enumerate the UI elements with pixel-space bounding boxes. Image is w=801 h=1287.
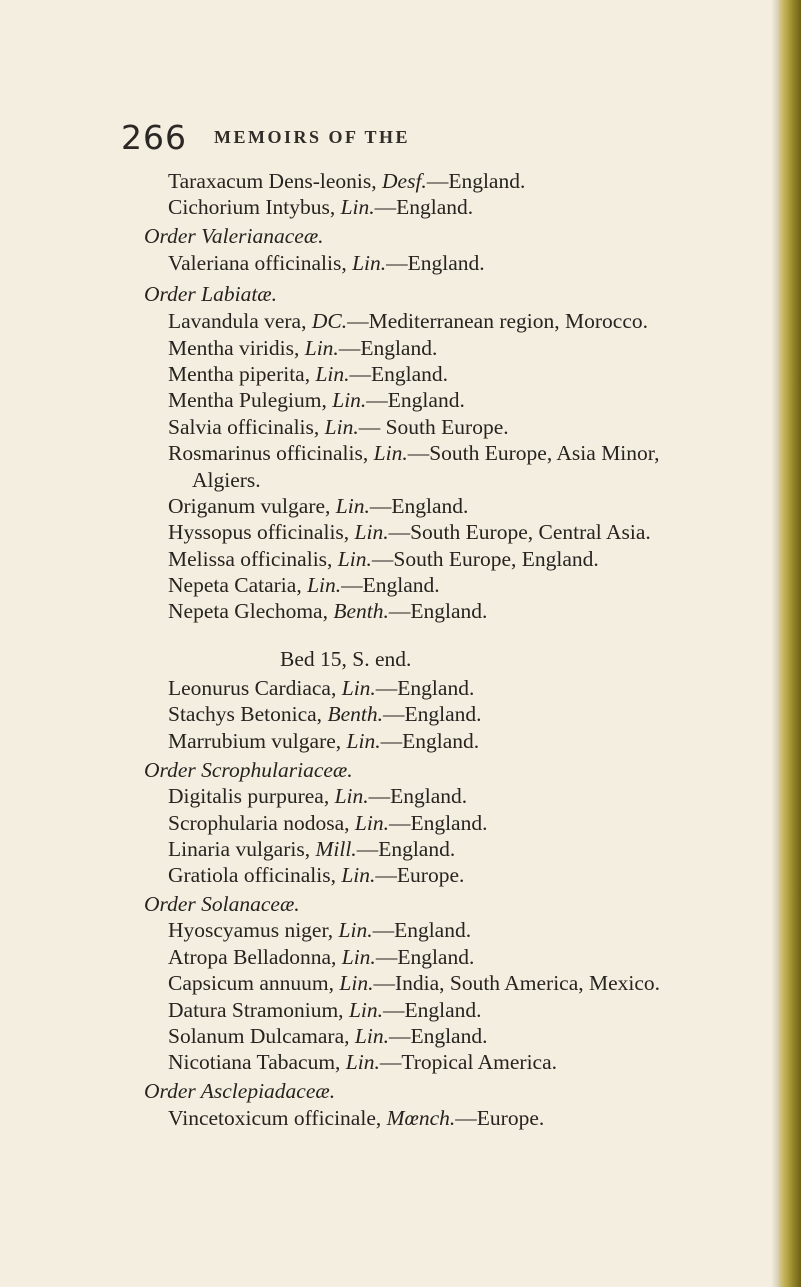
authority: Lin.	[341, 863, 376, 887]
species-name: Solanum Dulcamara,	[168, 1024, 350, 1048]
species-entry	[168, 1023, 487, 1049]
authority: Lin.	[348, 998, 383, 1022]
order-heading	[144, 891, 300, 917]
order-label: Order	[144, 1079, 196, 1103]
authority: Mœnch.	[386, 1106, 456, 1130]
authority: Lin.	[315, 362, 350, 386]
authority: Desf.	[382, 169, 427, 193]
authority: Lin.	[307, 573, 342, 597]
family-name: Valerianaceæ.	[201, 224, 324, 248]
order-heading	[144, 757, 353, 783]
running-title: MEMOIRS OF THE	[214, 127, 411, 147]
species-name: Scrophularia nodosa,	[168, 811, 350, 835]
species-name: Nepeta Cataria,	[168, 573, 302, 597]
species-entry	[168, 728, 479, 754]
species-name: Datura Stramonium,	[168, 998, 344, 1022]
species-entry	[168, 944, 474, 970]
distribution: —Tropical America.	[379, 1050, 558, 1074]
distribution: —England.	[349, 362, 449, 386]
authority: Lin.	[345, 1050, 380, 1074]
species-name: Hyssopus officinalis,	[168, 520, 350, 544]
family-name: Asclepiadaceæ.	[200, 1079, 336, 1103]
page-number: 266	[121, 118, 187, 157]
species-name: Linaria vulgaris,	[168, 837, 311, 861]
distribution: —South Europe, Central Asia.	[388, 520, 651, 544]
authority: Benth.	[327, 702, 383, 726]
species-name: Mentha piperita,	[168, 362, 311, 386]
species-name: Nicotiana Tabacum,	[168, 1050, 341, 1074]
distribution: —England.	[426, 169, 526, 193]
authority: Lin.	[373, 441, 408, 465]
distribution: —India, South America, Mexico.	[373, 971, 661, 995]
order-heading	[144, 1078, 335, 1104]
distribution: —England.	[356, 837, 456, 861]
species-entry	[168, 440, 659, 466]
authority: Lin.	[304, 336, 339, 360]
species-name: Mentha Pulegium,	[168, 388, 327, 412]
order-label: Order	[144, 758, 196, 782]
species-name: Hyoscyamus niger,	[168, 918, 334, 942]
distribution: —England.	[382, 702, 482, 726]
species-entry	[168, 598, 487, 624]
bed-heading: Bed 15, S. end.	[280, 647, 412, 671]
authority: Lin.	[332, 388, 367, 412]
order-heading	[144, 223, 324, 249]
authority: Benth.	[333, 599, 389, 623]
order-label: Order	[144, 282, 196, 306]
species-entry	[168, 1105, 544, 1131]
species-entry	[168, 701, 482, 727]
species-entry	[168, 783, 467, 809]
authority: Lin.	[352, 251, 387, 275]
species-name: Digitalis purpurea,	[168, 784, 330, 808]
species-name: Marrubium vulgare,	[168, 729, 342, 753]
species-name: Nepeta Glechoma,	[168, 599, 328, 623]
authority: Lin.	[334, 784, 369, 808]
distribution: —South Europe, Asia Minor,	[407, 441, 660, 465]
species-name: Rosmarinus officinalis,	[168, 441, 369, 465]
page-edge	[779, 0, 801, 1287]
species-name: Cichorium Intybus,	[168, 195, 336, 219]
species-entry	[168, 414, 509, 440]
species-entry	[168, 572, 440, 598]
authority: Lin.	[340, 195, 375, 219]
species-entry	[168, 168, 525, 194]
species-name: Melissa officinalis,	[168, 547, 333, 571]
authority: Lin.	[341, 676, 376, 700]
family-name: Solanaceæ.	[201, 892, 300, 916]
species-entry	[168, 387, 465, 413]
species-entry	[168, 493, 468, 519]
distribution: —England.	[374, 195, 474, 219]
authority: DC.	[311, 309, 348, 333]
authority: Lin.	[335, 494, 370, 518]
entry-continuation: Algiers.	[192, 468, 261, 492]
distribution: —England.	[388, 811, 488, 835]
distribution: —Europe.	[455, 1106, 545, 1130]
order-heading	[144, 281, 277, 307]
distribution: —England.	[368, 784, 468, 808]
species-name: Leonurus Cardiaca,	[168, 676, 337, 700]
species-name: Lavandula vera,	[168, 309, 307, 333]
distribution: —England.	[372, 918, 472, 942]
distribution: —England.	[338, 336, 438, 360]
species-entry	[168, 997, 482, 1023]
species-entry	[168, 1049, 557, 1075]
species-entry	[168, 519, 651, 545]
authority: Mill.	[315, 837, 357, 861]
distribution: —England.	[375, 676, 475, 700]
species-name: Origanum vulgare,	[168, 494, 331, 518]
species-entry	[168, 361, 448, 387]
species-name: Gratiola officinalis,	[168, 863, 336, 887]
species-entry	[168, 810, 487, 836]
species-entry	[168, 308, 648, 334]
distribution: —England.	[375, 945, 475, 969]
distribution: —Europe.	[375, 863, 465, 887]
species-entry	[168, 836, 455, 862]
species-entry	[168, 675, 474, 701]
authority: Lin.	[341, 945, 376, 969]
species-name: Taraxacum Dens-leonis,	[168, 169, 377, 193]
distribution: — South Europe.	[358, 415, 509, 439]
distribution: —England.	[369, 494, 469, 518]
authority: Lin.	[354, 520, 389, 544]
distribution: —Mediterranean region, Morocco.	[347, 309, 648, 333]
species-name: Vincetoxicum officinale,	[168, 1106, 382, 1130]
authority: Lin.	[339, 971, 374, 995]
species-entry	[168, 862, 464, 888]
distribution: —England.	[366, 388, 465, 412]
species-name: Salvia officinalis,	[168, 415, 320, 439]
order-label: Order	[144, 224, 196, 248]
authority: Lin.	[324, 415, 359, 439]
distribution: —England.	[380, 729, 480, 753]
family-name: Labiatæ.	[201, 282, 278, 306]
authority: Lin.	[346, 729, 381, 753]
distribution: —England.	[388, 599, 488, 623]
species-entry	[168, 194, 473, 220]
distribution: —England.	[383, 998, 482, 1022]
species-entry	[168, 970, 660, 996]
species-name: Valeriana officinalis,	[168, 251, 347, 275]
page-header	[0, 118, 780, 158]
authority: Lin.	[354, 1024, 389, 1048]
species-entry	[168, 335, 437, 361]
species-entry	[168, 546, 599, 572]
distribution: —England.	[341, 573, 440, 597]
authority: Lin.	[338, 918, 373, 942]
distribution: —England.	[388, 1024, 488, 1048]
species-name: Stachys Betonica,	[168, 702, 323, 726]
authority: Lin.	[337, 547, 372, 571]
species-entry	[168, 917, 471, 943]
species-name: Mentha viridis,	[168, 336, 300, 360]
species-entry	[168, 250, 485, 276]
species-name: Atropa Belladonna,	[168, 945, 337, 969]
authority: Lin.	[354, 811, 389, 835]
species-name: Capsicum annuum,	[168, 971, 335, 995]
distribution: —South Europe, England.	[371, 547, 599, 571]
order-label: Order	[144, 892, 196, 916]
family-name: Scrophulariaceæ.	[201, 758, 353, 782]
distribution: —England.	[386, 251, 485, 275]
